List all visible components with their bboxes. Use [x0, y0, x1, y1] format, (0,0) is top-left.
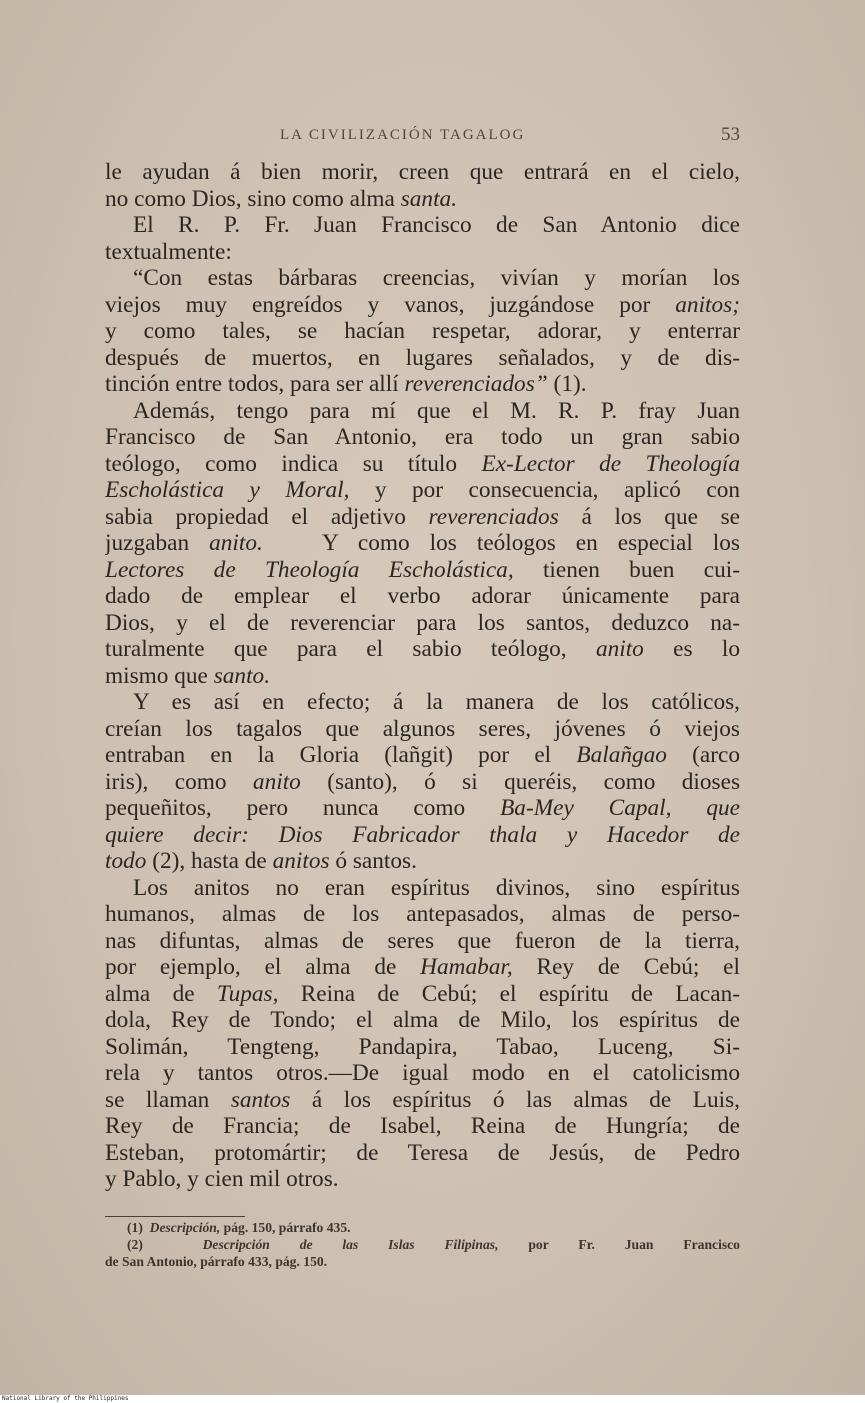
footnote-1: (1) Descripción, pág. 150, párrafo 435. [127, 1220, 351, 1235]
footnote-2-cont: de San Antonio, párrafo 433, pág. 150. [105, 1254, 328, 1269]
text-line: por ejemplo, el alma de Hamabar, Rey de Cebú; el [105, 954, 740, 980]
text-line: y como tales, se hacían respetar, adorar, y enterrar [105, 318, 740, 344]
text-line: se llaman santos á los espíritus ó las almas de Luis, [105, 1086, 740, 1113]
text-line: juzgaban anito. Y como los teólogos en especial los [105, 530, 740, 556]
text-line: creían los tagalos que algunos seres, jóvenes ó viejos [105, 715, 740, 742]
text-line: Esteban, protomártir; de Teresa de Jesús, de Pedro [105, 1139, 740, 1166]
body-text [105, 159, 740, 1193]
text-line: Rey de Francia; de Isabel, Reina de Hungría; de [105, 1113, 740, 1139]
text-line: le ayudan á bien morir, creen que entrará en el cielo, [105, 159, 740, 185]
text-line: rela y tantos otros.—De igual modo en el catolicismo [105, 1060, 740, 1086]
text-line: todo (2), hasta de anitos ó santos. [105, 848, 417, 874]
text-line: Solimán, Tengteng, Pandapira, Tabao, Luceng, Si- [105, 1033, 740, 1060]
text-line: mismo que santo. [105, 662, 271, 689]
text-line: viejos muy engreídos y vanos, juzgándose por anitos; [105, 291, 740, 318]
text-line: turalmente que para el sabio teólogo, anito es lo [105, 636, 740, 662]
page-number: 53 [721, 124, 740, 145]
text-line: sabia propiedad el adjetivo reverenciados á los que se [105, 503, 740, 530]
text-line: El R. P. Fr. Juan Francisco de San Antonio dice [133, 212, 740, 238]
text-line: dado de emplear el verbo adorar únicamente para [105, 583, 740, 609]
text-line: “Con estas bárbaras creencias, vivían y morían los [133, 265, 740, 291]
footnotes [105, 1219, 740, 1270]
library-credit: National Library of the Philippines [2, 1395, 129, 1402]
text-line: teólogo, como indica su título Ex-Lector de Theología [105, 450, 740, 477]
footer-strip [0, 1395, 865, 1403]
text-line: no como Dios, sino como alma santa. [105, 185, 458, 212]
text-line: iris), como anito (santo), ó si queréis, como dioses [105, 768, 740, 795]
text-line: Y es así en efecto; á la manera de los católicos, [133, 689, 740, 715]
text-line: textualmente: [105, 238, 232, 265]
text-line: dola, Rey de Tondo; el alma de Milo, los espíritus de [105, 1007, 740, 1033]
text-line: Lectores de Theología Escholástica, tienen buen cui- [105, 556, 740, 583]
text-line: Los anitos no eran espíritus divinos, sino espíritus [133, 874, 740, 901]
text-line: alma de Tupas, Reina de Cebú; el espíritu de Lacan- [105, 980, 740, 1007]
text-line: entraban en la Gloria (lañgit) por el Balañgao (arco [105, 742, 740, 768]
footnote-rule [105, 1216, 245, 1217]
text-line: Además, tengo para mí que el M. R. P. fray Juan [133, 397, 740, 424]
text-line: quiere decir: Dios Fabricador thala y Hacedor de [105, 821, 740, 848]
text-line: tinción entre todos, para ser allí reverenciados” (1). [105, 371, 587, 397]
text-line: y Pablo, y cien mil otros. [105, 1166, 339, 1192]
text-line: después de muertos, en lugares señalados, y de dis- [105, 344, 740, 371]
running-title: LA CIVILIZACIÓN TAGALOG [280, 127, 526, 143]
text-line: Dios, y el de reverenciar para los santos, deduzco na- [105, 609, 740, 636]
text-line: pequeñitos, pero nunca como Ba-Mey Capal, que [105, 795, 740, 821]
text-line: nas difuntas, almas de seres que fueron de la tierra, [105, 927, 740, 954]
text-line: Francisco de San Antonio, era todo un gran sabio [105, 424, 740, 450]
page-header [105, 124, 740, 151]
footnote-2: (2) Descripción de las Islas Filipinas, por Fr. Juan Francisco [127, 1237, 740, 1252]
text-line: humanos, almas de los antepasados, almas de perso- [105, 901, 740, 927]
text-line: Escholástica y Moral, y por consecuencia, aplicó con [105, 477, 740, 503]
